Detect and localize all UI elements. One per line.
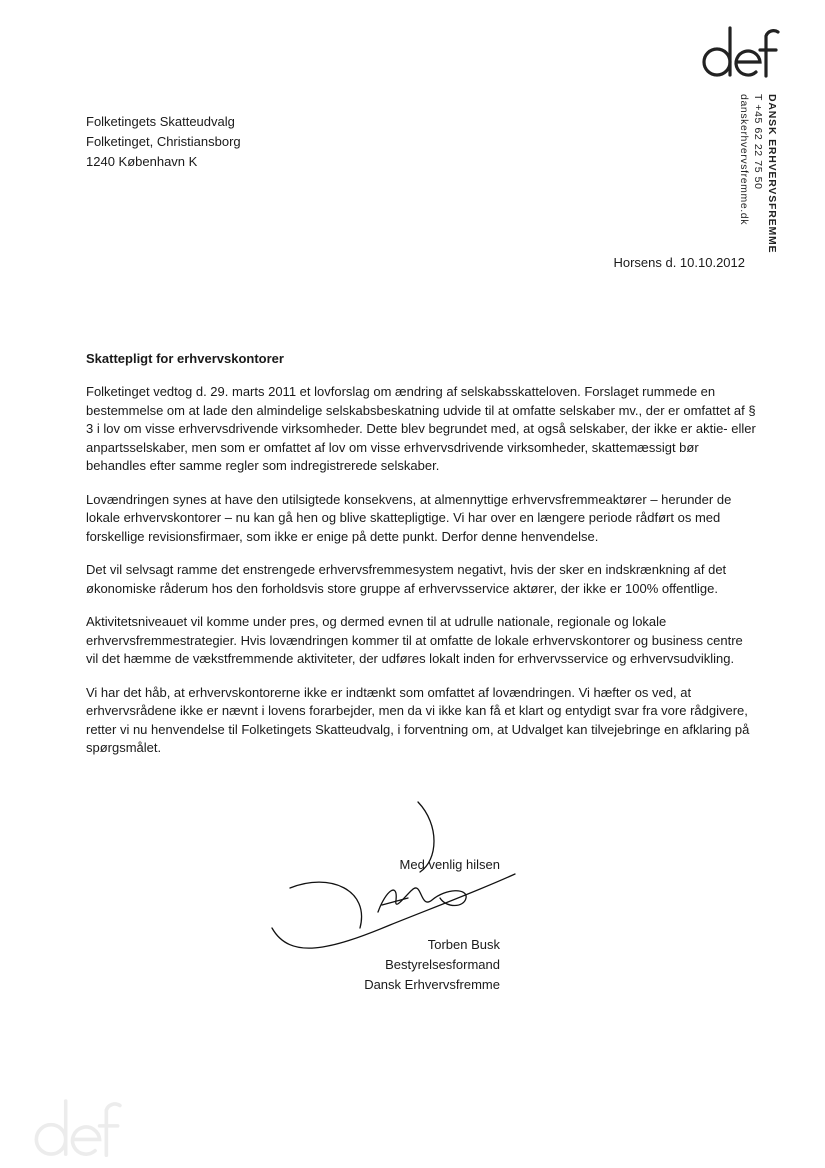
signer-name: Torben Busk	[427, 937, 500, 952]
recipient-line: 1240 København K	[86, 154, 198, 169]
letter-date: Horsens d. 10.10.2012	[613, 255, 745, 270]
body-paragraph: Lovændringen synes at have den utilsigtede konsekvens, at almennyttige erhvervsfremmeaktører – herunder de lokale erhvervskontorer – nu kan gå hen og blive skattepligtige. Vi har over en længere periode rådført os med forskellige revisionsfirmaer, som ikke er enige på dette punkt. Derfor denne henvendelse.	[86, 491, 732, 544]
body-paragraph: Det vil selvsagt ramme det enstrengede erhvervsfremmesystem negativt, hvis der sker en indskrænkning af det økonomiske råderum hos den forholdsvis store gruppe af erhvervsservice aktører, der ikke er 100% offentlige.	[86, 562, 727, 596]
def-logo	[700, 20, 780, 82]
closing-block	[320, 855, 500, 995]
signer-title: Bestyrelsesformand	[385, 957, 500, 972]
phone-number: T +45 62 22 75 50	[752, 94, 764, 190]
letterhead-contact	[737, 94, 779, 253]
body-paragraph: Folketinget vedtog d. 29. marts 2011 et lovforslag om ændring af selskabsskatteloven. Forslaget rummede en bestemmelse om at lade den almindelige selskabsbeskatning udvide til at omfatte selskaber mv., der er omfattet af § 3 i lov om visse erhvervsdrivende virksomheder. Dette blev begrundet med, at også selskaber, der ikke er aktie- eller anpartsselskaber, men som er omfattet af lov om visse erhvervsdrivende virksomheder, skattemæssigt bør behandles efter samme regler som indregistrerede selskaber.	[86, 384, 756, 473]
organization-name: DANSK ERHVERVSFREMME	[766, 94, 778, 254]
signer-organization: Dansk Erhvervsfremme	[364, 977, 500, 992]
letter-body	[86, 383, 756, 773]
website-link[interactable]: danskerhvervsfremme.dk	[738, 94, 750, 226]
def-watermark	[22, 1092, 132, 1162]
body-paragraph: Aktivitetsniveauet vil komme under pres, og dermed evnen til at udrulle nationale, regionale og lokale erhvervsfremmestrategier. Hvis lovændringen kommer til at omfatte de lokale erhvervskontorer og business centre vil det hæmme de vækstfremmende aktiviteter, der udføres lokalt inden for erhvervsservice og erhvervsudvikling.	[86, 614, 743, 666]
closing-greeting: Med venlig hilsen	[399, 857, 500, 872]
recipient-line: Folketingets Skatteudvalg	[86, 114, 235, 129]
recipient-line: Folketinget, Christiansborg	[86, 134, 241, 149]
recipient-address	[86, 112, 241, 172]
body-paragraph: Vi har det håb, at erhvervskontorerne ikke er indtænkt som omfattet af lovændringen. Vi hæfter os ved, at erhvervsrådene ikke er nævnt i lovens forarbejder, men da vi ikke kan få et klart og entydigt svar fra vore rådgivere, retter vi nu henvendelse til Folketingets Skatteudvalg, i forventning om, at Udvalget kan tilvejebringe en afklaring på spørgsmålet.	[86, 684, 750, 755]
letter-subject: Skattepligt for erhvervskontorer	[86, 351, 284, 366]
